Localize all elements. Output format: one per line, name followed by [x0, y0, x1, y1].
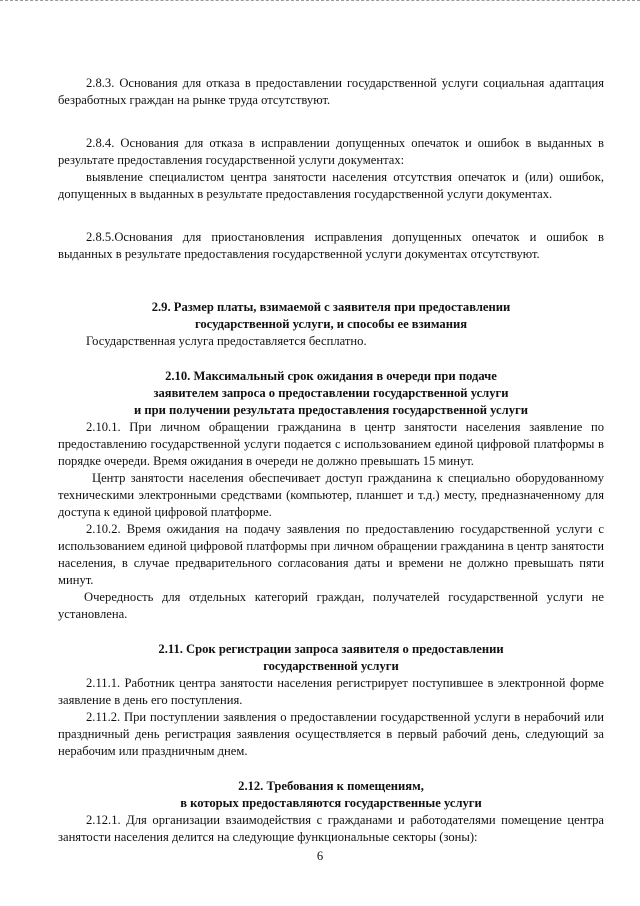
- heading-line: государственной услуги, и способы ее взимания: [194, 317, 468, 331]
- section-heading-2-12: [58, 778, 604, 812]
- heading-line: 2.11. Срок регистрации запроса заявителя о предоставлении: [158, 642, 504, 656]
- paragraph-2-10-1: 2.10.1. При личном обращении гражданина в центр занятости населения заявление по предоставлению государственной услуги подается с использованием единой цифровой платформы в порядке очереди. Время ожидания в очереди не должно превышать 15 минут.: [58, 420, 604, 468]
- section-heading-2-11: [58, 641, 604, 675]
- heading-line: 2.12. Требования к помещениям,: [238, 779, 424, 793]
- heading-line: государственной услуги: [263, 659, 399, 673]
- section-heading-2-10: [58, 368, 604, 419]
- paragraph-2-9: Государственная услуга предоставляется бесплатно.: [86, 334, 367, 348]
- paragraph-2-12-1: 2.12.1. Для организации взаимодействия с гражданами и работодателями помещение центра занятости населения делится на следующие функциональные секторы (зоны):: [58, 813, 604, 844]
- heading-line: заявителем запроса о предоставлении государственной услуги: [153, 386, 509, 400]
- paragraph-2-10-1-access: Центр занятости населения обеспечивает доступ гражданина к специально оборудованному техническими электронными средствами (компьютер, планшет и т.д.) месту, предназначенному для доступа к единой цифровой платформе.: [58, 471, 604, 519]
- heading-line: в которых предоставляются государственные услуги: [180, 796, 482, 810]
- paragraph-2-11-1: 2.11.1. Работник центра занятости населения регистрирует поступившее в электронной форме заявление в день его поступления.: [58, 676, 604, 707]
- heading-line: и при получении результата предоставления государственной услуги: [133, 403, 528, 417]
- section-heading-2-9: [58, 299, 604, 333]
- paragraph-2-8-4-item: выявление специалистом центра занятости населения отсутствия опечаток и (или) ошибок, допущенных в выданных в результате предоставления государственной услуги документах.: [58, 170, 604, 201]
- paragraph-2-11-2: 2.11.2. При поступлении заявления о предоставлении государственной услуги в нерабочий или праздничный день регистрация заявления осуществляется в первый рабочий день, следующий за нерабочим или праздничным днем.: [58, 710, 604, 758]
- paragraph-2-8-3: 2.8.3. Основания для отказа в предоставлении государственной услуги социальная адаптация безработных граждан на рынке труда отсутствуют.: [58, 76, 604, 107]
- paragraph-2-8-5: 2.8.5.Основания для приостановления исправления допущенных опечаток и ошибок в выданных в результате предоставления государственной услуги документах отсутствуют.: [58, 230, 604, 261]
- heading-line: 2.9. Размер платы, взимаемой с заявителя при предоставлении: [151, 300, 511, 314]
- page-content: [58, 75, 604, 846]
- scan-edge-line: [0, 0, 640, 2]
- heading-line: 2.10. Максимальный срок ожидания в очереди при подаче: [165, 369, 497, 383]
- paragraph-2-8-4: 2.8.4. Основания для отказа в исправлении допущенных опечаток и ошибок в выданных в результате предоставления государственной услуги документах:: [58, 136, 604, 167]
- paragraph-2-10-2: 2.10.2. Время ожидания на подачу заявления по предоставлению государственной услуги с использованием единой цифровой платформы при личном обращении гражданина в центр занятости населения, в случае предварительного согласования даты и времени не должно превышать пяти минут.: [58, 522, 604, 587]
- paragraph-2-10-queue: Очередность для отдельных категорий граждан, получателей государственной услуги не установлена.: [58, 590, 604, 621]
- page-number: 6: [316, 849, 324, 863]
